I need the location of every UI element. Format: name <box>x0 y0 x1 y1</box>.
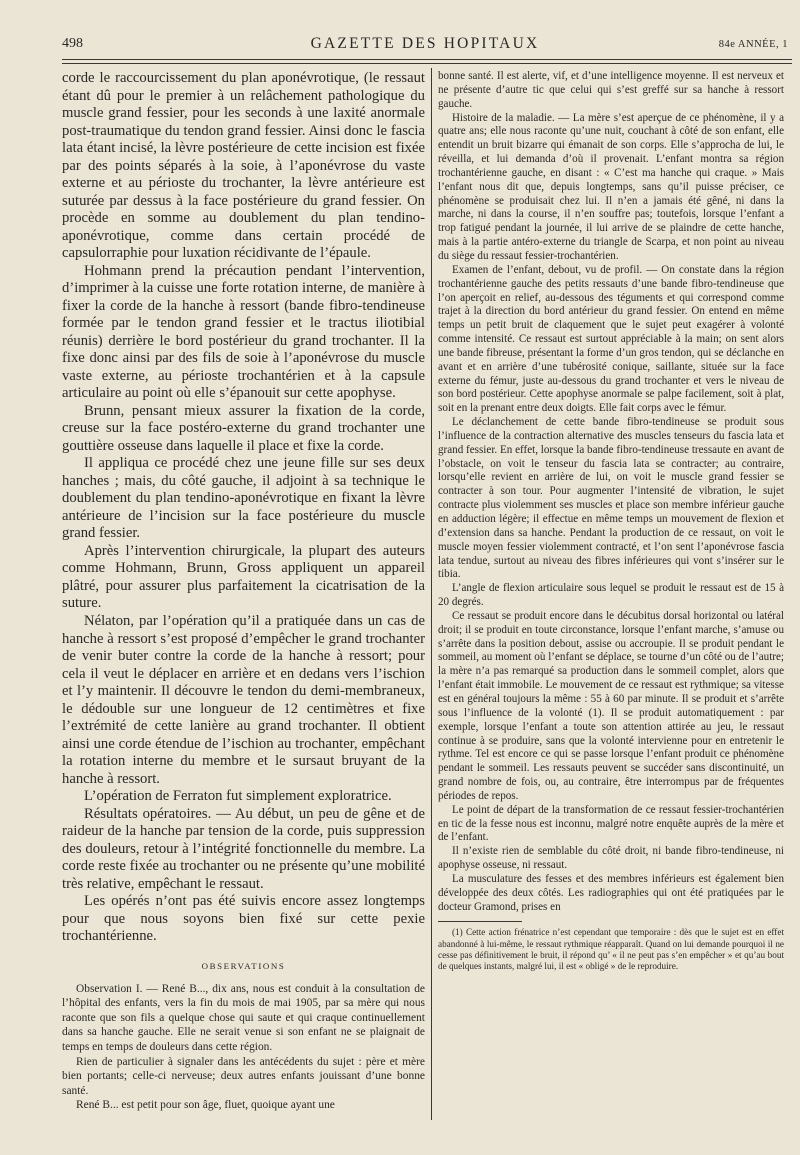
paragraph: Rien de particulier à signaler dans les antécédents du sujet : père et mère bien portants; celle-ci nerveuse; deux autres enfants jouissant d’une bonne santé. <box>62 1055 425 1097</box>
paragraph: Hohmann prend la précaution pendant l’intervention, d’imprimer à la cuisse une forte rotation interne, de manière à fixer la corde de la hanche à ressort (bande fibro-tendineuse formée par le tendon grand fessier et le tractus iliotibial réunis) derrière le bord postérieur du grand trochanter. Il la fixe donc ainsi par des fils de soie à l’aponévrose du muscle vaste externe, au périoste trochantérien et à la capsule articulaire au point où elle s’épanouit sur cette apophyse. <box>62 262 425 402</box>
paragraph: Résultats opératoires. — Au début, un peu de gêne et de raideur de la hanche par tension de la corde, puis suppression des douleurs, retour à l’intégrité fonctionnelle du membre. La corde reste fixée au trochanter ou ne présente qu’une mobilité très relative, empêchant le ressaut. <box>62 805 425 892</box>
paragraph: Ce ressaut se produit encore dans le décubitus dorsal horizontal ou latéral droit; il se produit en toute circonstance, lorsque l’enfant marche, s’amuse ou s’arrête dans la position debout, assise ou accroupie. Il se produit pendant le sommeil, au moment où l’enfant se déplace, se tourne d’un côté ou de l’autre; la mère n’a pas remarqué sa production dans le sommeil complet, alors que l’enfant était immobile. Le mouvement de ce ressaut est rythmique; sa vitesse est en général toujours la même : 55 à 60 par minute. Il se produit et s’arrête sous l’influence de la volonté (1). Il se produit automatiquement : par exemple, lorsque l’enfant a toute son attention attirée au jeu, le ressaut continue à se produire, sans que la volonté intervienne pour en entretenir le rythme. Tel est encore ce qui se passe lorsque l’enfant produit ce phénomène pendant le sommeil. Les ressauts peuvent se succéder sans discontinuité, un grand nombre de fois, ou, au contraire, être interrompus par de fréquentes périodes de repos. <box>438 609 784 802</box>
paragraph: L’opération de Ferraton fut simplement exploratrice. <box>84 788 392 805</box>
year-label: 84e ANNÉE, 1 <box>718 39 788 50</box>
column-divider <box>431 68 432 1120</box>
footnote: (1) Cette action frénatrice n’est cependant que temporaire : dès que le sujet est en effet abandonné à lui-même, le ressaut rythmique réapparaît. Quand on lui demande pourquoi il ne cesse pas définitivement le bruit, il répond qu’ « il ne peut pas s’en empêcher » et qu’au bout de quelques instants, malgré lui, il est « obligé » de le reproduire. <box>438 927 784 972</box>
main-text <box>62 70 425 946</box>
journal-title: GAZETTE DES HOPITAUX <box>310 35 540 52</box>
paragraph: Brunn, pensant mieux assurer la fixation de la corde, creuse sur la face postéro-externe du grand trochanter une gouttière osseuse dans laquelle il place et fixe la corde. <box>62 402 425 454</box>
paragraph: Histoire de la maladie. — La mère s’est aperçue de ce phénomène, il y a quatre ans; elle nous raconte qu’une nuit, couchant à côté de son enfant, elle entendit un bruit bizarre qui émanait de son corps. Elle s’approcha de lui, le réveilla, et lui demanda d’où il provenait. L’enfant montra sa région trochantérienne gauche, en disant : « C’est ma hanche qui craque. » Mais l’enfant nous dit que, depuis longtemps, sans qu’il puisse préciser, ce phénomène se produisait chez lui. Il n’en a jamais été gêné, ni dans la marche, ni dans la course, il n’en souffre pas; toutefois, lorsque l’enfant a trop fatigué pendant la journée, il lui arrive de se plaindre de cette hanche, mais à la partie antéro-externe du triangle de Scarpa, et non point au niveau du siège du ressaut fessier-trochantérien. <box>438 111 784 262</box>
right-column <box>438 70 784 972</box>
page-number: 498 <box>62 36 83 51</box>
header-rule <box>62 59 792 60</box>
left-column <box>62 70 425 1113</box>
paragraph: René B... est petit pour son âge, fluet, quoique ayant une <box>76 1099 335 1112</box>
paragraph: Après l’intervention chirurgicale, la plupart des auteurs comme Hohmann, Brunn, Gross appliquent un appareil plâtré, pour assurer plus parfaitement la cicatrisation de la suture. <box>62 542 425 612</box>
header-rule-thin <box>62 63 792 64</box>
page-header <box>62 36 788 58</box>
paragraph: Les opérés n’ont pas été suivis encore assez longtemps pour que nous soyons bien fixé sur cette pexie trochantérienne. <box>62 893 425 945</box>
paragraph: Observation I. — René B..., dix ans, nous est conduit à la consultation de l’hôpital des enfants, vers la fin du mois de mai 1905, par sa mère qui nous raconte que son fils a quelque chose qui saute et qui craque continuellement dans sa hanche gauche. Elle ne serait venue si son enfant ne se plaignait de temps en temps de douleurs dans cette région. <box>62 982 425 1053</box>
paragraph: Le déclanchement de cette bande fibro-tendineuse se produit sous l’influence de la contraction alternative des muscles tenseurs du fascia lata et grand fessier. En effet, lorsque la bande fibro-tendineuse tressaute en avant de l’obstacle, on voit le tenseur du fascia lata se contracter; au contraire, lorsqu’elle revient en arrière de lui, on voit le muscle grand fessier se contracter à son tour. Pour augmenter l’intensité de vibration, le sujet contracte plus violemment ses muscles et place son membre inférieur gauche en adduction légère; il effectue en même temps un mouvement de flexion et d’extension dans sa hanche. Pendant la production de ce ressaut, on voit le muscle moyen fessier violemment contracté, et l’on sent l’aponévrose fascia lata tendue, surtout au niveau des fibres inférieures qui vont s’insérer sur le tibia. <box>438 416 784 581</box>
paragraph: bonne santé. Il est alerte, vif, et d’une intelligence moyenne. Il est nerveux et ne présente d’autre tic que celui qui s’est greffé sur sa hanche à ressort gauche. <box>438 70 784 110</box>
paragraph: La musculature des fesses et des membres inférieurs est également bien développée des deux côtés. Les radiographies qui ont été pratiquées par le docteur Gramond, prises en <box>438 872 784 913</box>
footnote-rule <box>438 921 522 922</box>
paragraph: Examen de l’enfant, debout, vu de profil. — On constate dans la région trochantérienne gauche des petits ressauts d’une bande fibro-tendineuse que l’on aperçoit en relief, au-dessous des téguments et qui correspond comme trajet à la direction du bord antérieur du grand fessier. On entend en même temps un petit bruit de claquement que le sujet peut exagérer à volonté comme intensité. Ce ressaut est surtout appréciable à la main; on sent alors une bande fibreuse, présentant la forme d’un gros tendon, qui se déclanche en avant et en arrière d’une tubérosité conique, saillante, située sur la face externe du fémur, juste au-dessous du grand trochanter et vers le niveau de son bord postérieur. Cette apophyse anormale se palpe facilement, soit à plat, soit en la prenant entre deux doigts. Elle fait corps avec le fémur. <box>438 263 784 415</box>
observations <box>62 982 425 1113</box>
paragraph: L’angle de flexion articulaire sous lequel se produit le ressaut est de 15 à 20 degrés. <box>438 582 784 609</box>
paragraph: Il appliqua ce procédé chez une jeune fille sur ses deux hanches ; mais, du côté gauche, il adjoint à sa technique le doublement du plan tendino-aponévrotique en fixant la lèvre antérieure de l’incision sur la face postérieure du muscle grand fessier. <box>62 455 425 542</box>
paragraph: corde le raccourcissement du plan aponévrotique, (le ressaut étant dû pour le premier à un relâchement pathologique du muscle grand fessier, pour les seconds à une laxité anormale post-traumatique du tendon grand fessier. Ainsi donc le fascia lata étant incisé, la lèvre postérieure de cette incision est fixée par des points séparés à la soie, à l’aponévrose du vaste externe et au périoste du trochanter, la lèvre antérieure est suturée par dessus à la face postérieure du grand fessier. On procède en somme au doublement du plan tendino-aponévrotique, comme dans certain procédé de capsulorraphie pour luxation récidivante de l’épaule. <box>62 70 425 262</box>
section-heading: OBSERVATIONS <box>201 960 286 971</box>
paragraph: Il n’existe rien de semblable du côté droit, ni bande fibro-tendineuse, ni apophyse osseuse, ni ressaut. <box>438 845 784 872</box>
paragraph: Le point de départ de la transformation de ce ressaut fessier-trochantérien en tic de la fesse nous est inconnu, malgré notre enquête auprès de la mère et de l’enfant. <box>438 803 784 844</box>
paragraph: Nélaton, par l’opération qu’il a pratiquée dans un cas de hanche à ressort s’est proposé d’empêcher le grand trochanter de venir buter contre la corde de la hanche à ressort; pour cela il veut le déplacer en arrière et en dedans vers l’ischion et l’y maintenir. Il découvre le tendon du demi-membraneux, le dédouble sur une longueur de 12 centimètres et fixe l’extrémité de cette lanière au grand trochanter. Il obtient ainsi une corde étendue de l’ischion au trochanter, empêchant la rotation interne du membre et le sursaut bruyant de la hanche à ressort. <box>62 612 425 787</box>
